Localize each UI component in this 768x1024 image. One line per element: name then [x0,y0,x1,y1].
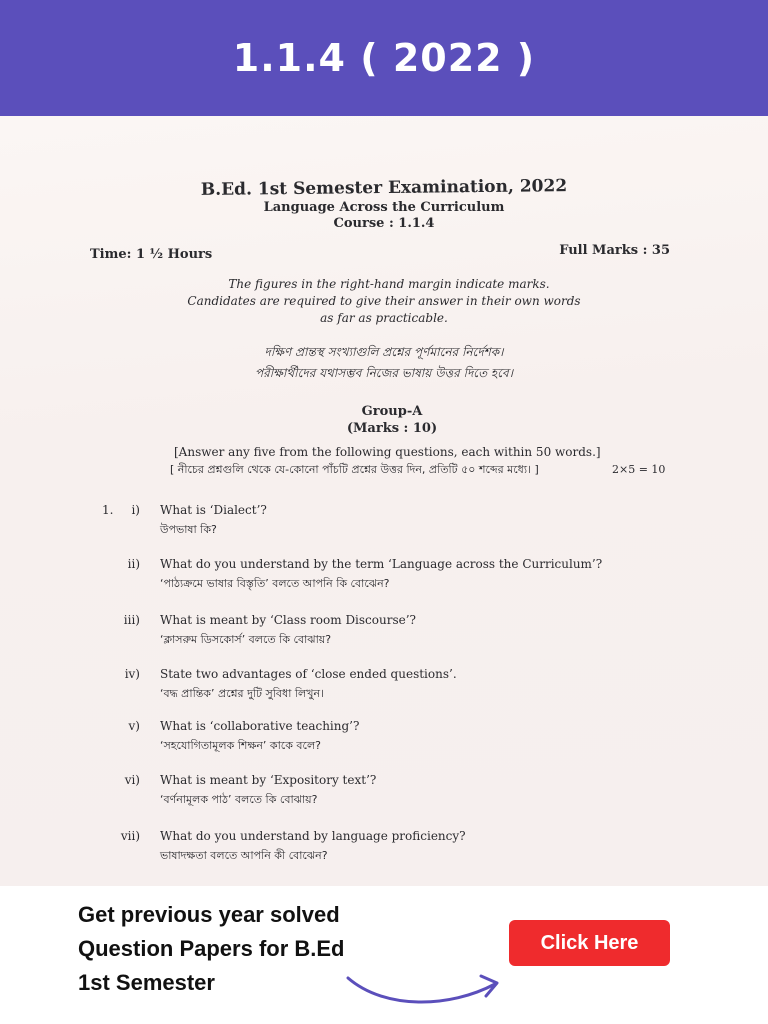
question-text-bengali: ‘সহযোগিতামূলক শিক্ষন’ কাকে বলে? [160,739,321,752]
instruction-line-bn: পরীক্ষার্থীদের যথাসম্ভব নিজের ভাষায় উত্তর দিতে হবে। [255,366,513,380]
promo-line: 1st Semester [78,970,215,995]
instruction-line: The figures in the right-hand margin indicate marks. [228,277,550,291]
full-marks: Full Marks : 35 [559,243,670,258]
question-text-bengali: ‘বর্ণনামূলক পাঠ’ বলতে কি বোঝায়? [160,793,318,806]
exam-subtitle: Language Across the Curriculum [263,200,505,215]
promo-footer [0,886,768,1024]
curved-arrow-icon [340,948,510,1004]
question-text: What is meant by ‘Class room Discourse’? [160,613,416,627]
answer-note-bengali: [ নীচের প্রশ্নগুলি থেকে যে-কোনো পাঁচটি প্রশ্নের উত্তর দিন, প্রতিটি ৫০ শব্দের মধ্যে। ] [170,463,539,476]
exam-time: Time: 1 ½ Hours [90,247,213,262]
instructions-bengali [0,342,768,384]
question-text: What is ‘Dialect’? [160,503,267,517]
page-header [0,0,768,116]
question-text: What is ‘collaborative teaching’? [160,719,360,733]
page-title: 1.1.4 ( 2022 ) [232,36,536,80]
exam-title: B.Ed. 1st Semester Examination, 2022 [200,176,568,200]
group-marks: (Marks : 10) [346,421,438,436]
instruction-line: as far as practicable. [320,311,448,325]
exam-course: Course : 1.1.4 [333,216,435,231]
promo-line: Get previous year solved [78,902,340,927]
question-text: What do you understand by language proficiency? [160,829,466,843]
instruction-line-bn: দক্ষিণ প্রান্তস্থ সংখ্যাগুলি প্রশ্নের পূর্ণমানের নির্দেশক। [264,345,504,359]
question-text-bengali: উপভাষা কি? [160,523,217,536]
question-text: What is meant by ‘Expository text’? [160,773,377,787]
click-here-button[interactable]: Click Here [509,920,670,966]
group-title: Group-A [361,404,423,419]
question-roman: ii) [127,557,140,571]
question-roman: i) [131,503,140,517]
question-roman: v) [128,719,140,733]
answer-note: [Answer any five from the following questions, each within 50 words.] [174,445,601,459]
promo-line: Question Papers for B.Ed [78,936,345,961]
question-text-bengali: ‘পাঠ্যক্রমে ভাষার বিস্তৃতি’ বলতে আপনি কি বোঝেন? [160,577,390,590]
marks-formula: 2×5 = 10 [612,463,666,476]
question-text: State two advantages of ‘close ended questions’. [160,667,457,681]
question-text-bengali: ‘বদ্ধ প্রান্তিক’ প্রশ্নের দুটি সুবিধা লিখুন। [160,687,324,700]
instructions [0,276,768,327]
question-roman: vi) [124,773,140,787]
question-roman: iii) [123,613,140,627]
question-number: 1. [102,503,114,517]
question-roman: iv) [124,667,140,681]
question-roman: vii) [120,829,140,843]
question-text-bengali: ‘ক্লাসরুম ডিসকোর্স’ বলতে কি বোঝায়? [160,633,332,646]
question-text-bengali: ভাষাদক্ষতা বলতে আপনি কী বোঝেন? [160,849,328,862]
instruction-line: Candidates are required to give their answer in their own words [187,294,581,308]
question-text: What do you understand by the term ‘Language across the Curriculum’? [160,557,603,571]
exam-paper-photo [0,116,768,886]
